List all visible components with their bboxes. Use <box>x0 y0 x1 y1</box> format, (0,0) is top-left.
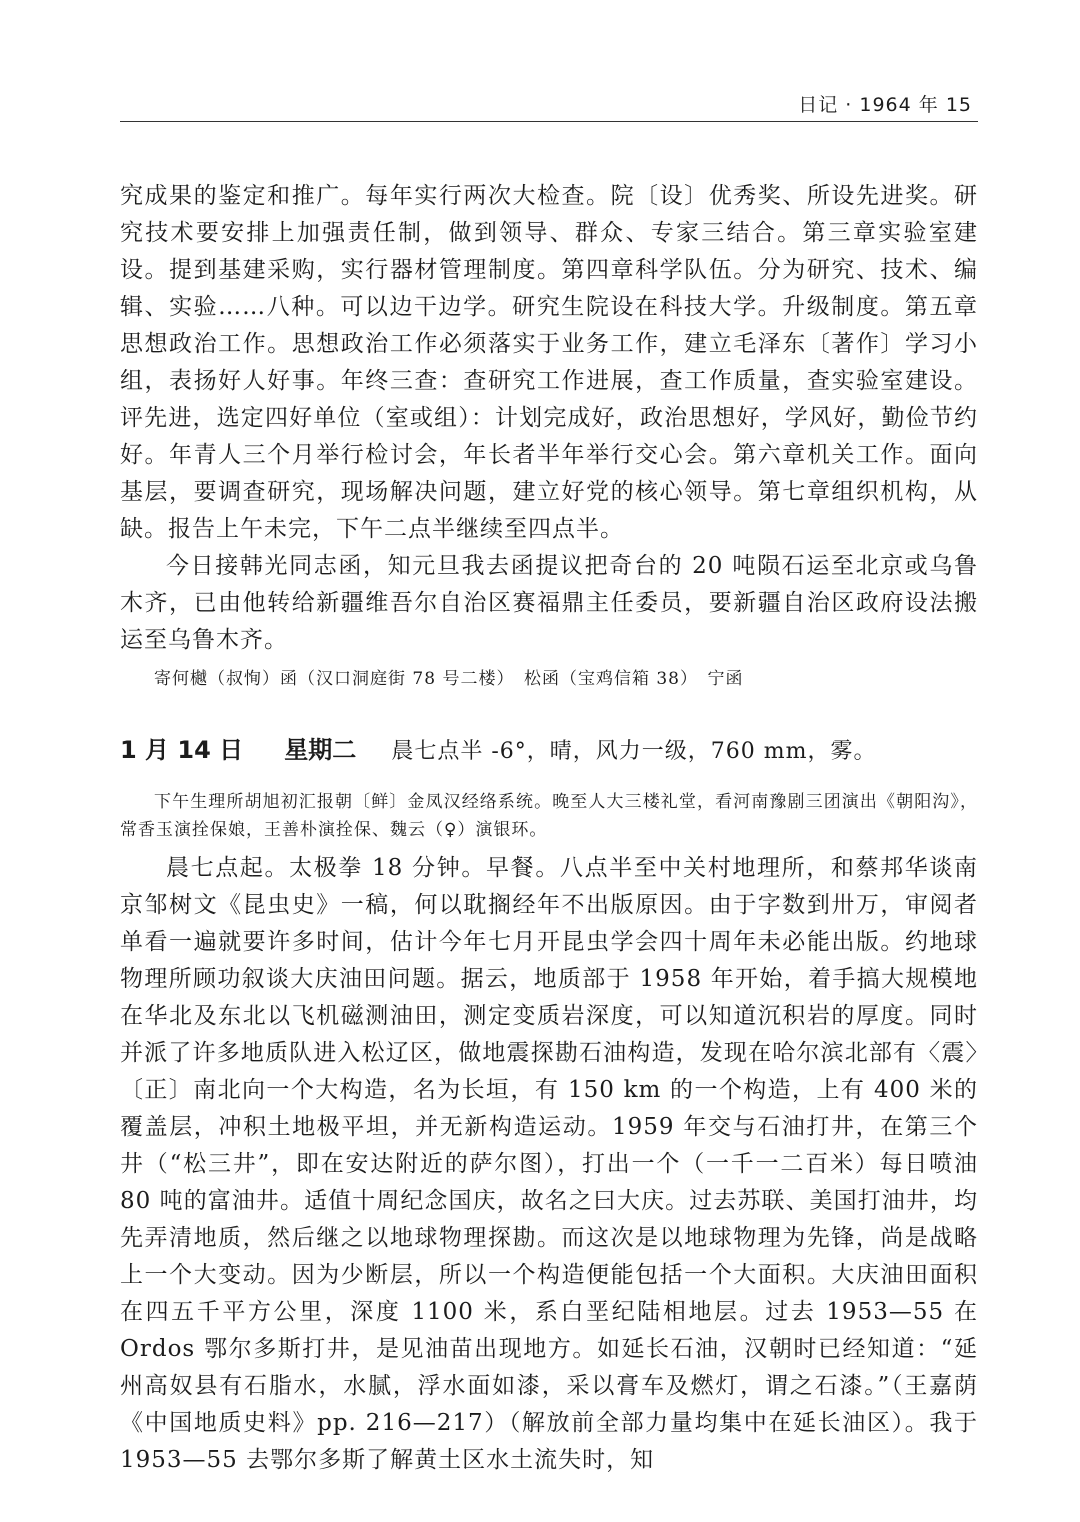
running-head: 日记 · 1964 年 15 <box>798 94 972 116</box>
paragraph: 今日接韩光同志函，知元旦我去函提议把奇台的 20 吨陨石运至北京或乌鲁木齐，已由他转给新疆维吾尔自治区赛福鼎主任委员，要新疆自治区政府设法搬运至乌鲁木齐。 <box>120 553 978 653</box>
page-header <box>120 88 978 124</box>
entry-date: 1 月 14 日 <box>120 736 244 764</box>
letters-note: 寄何樾（叔恂）函（汉口洞庭街 78 号二楼） 松函（宝鸡信箱 38） 宁函 <box>154 669 744 689</box>
summary-note: 下午生理所胡旭初汇报朝〔鲜〕金凤汉经络系统。晚至人大三楼礼堂，看河南豫剧三团演出《朝阳沟》，常香玉演拴保娘，王善朴演拴保、魏云（♀）演银环。 <box>120 792 978 840</box>
entry-heading <box>120 730 978 766</box>
entry-weekday: 星期二 <box>284 736 357 764</box>
continued-entry <box>120 178 978 693</box>
header-rule <box>120 121 978 122</box>
diary-entry <box>120 788 978 1479</box>
entry-body: 晨七点起。太极拳 18 分钟。早餐。八点半至中关村地理所，和蔡邦华谈南京邹树文《昆虫史》一稿，何以耽搁经年不出版原因。由于字数到卅万，审阅者单看一遍就要许多时间，估计今年七月开昆虫学会四十周年未必能出版。约地球物理所顾功叙谈大庆油田问题。据云，地质部于 1958 年开始，着手搞大规模地在华北及东北以飞机磁测油田，测定变质岩深度，可以知道沉积岩的厚度。同时并派了许多地质队进入松辽区，做地震探勘石油构造，发现在哈尔滨北部有〈震〉〔正〕南北向一个大构造，名为长垣，有 150 km 的一个构造，上有 400 米的覆盖层，冲积土地极平坦，并无新构造运动。1959 年交与石油打井，在第三个井（“松三井”，即在安达附近的萨尔图），打出一个（一千一二百米）每日喷油 80 吨的富油井。适值十周纪念国庆，故名之曰大庆。过去苏联、美国打油井，均先弄清地质，然后继之以地球物理探勘。而这次是以地球物理为先锋，尚是战略上一个大变动。因为少断层，所以一个构造便能包括一个大面积。大庆油田面积在四五千平方公里，深度 1100 米，系白垩纪陆相地层。过去 1953—55 在 Ordos 鄂尔多斯打井，是见油苗出现地方。如延长石油，汉朝时已经知道：“延州高奴县有石脂水，水腻，浮水面如漆，采以膏车及燃灯，谓之石漆。”（王嘉荫《中国地质史料》pp. 216—217）（解放前全部力量均集中在延长油区）。我于 1953—55 去鄂尔多斯了解黄土区水土流失时，知 <box>120 855 978 1473</box>
entry-weather: 晨七点半 -6°，晴，风力一级，760 mm，雾。 <box>391 739 877 764</box>
paragraph: 究成果的鉴定和推广。每年实行两次大检查。院〔设〕优秀奖、所设先进奖。研究技术要安排上加强责任制，做到领导、群众、专家三结合。第三章实验室建设。提到基建采购，实行器材管理制度。第四章科学队伍。分为研究、技术、编辑、实验……八种。可以边干边学。研究生院设在科技大学。升级制度。第五章思想政治工作。思想政治工作必须落实于业务工作，建立毛泽东〔著作〕学习小组，表扬好人好事。年终三查：查研究工作进展，查工作质量，查实验室建设。评先进，选定四好单位（室或组）：计划完成好，政治思想好，学风好，勤俭节约好。年青人三个月举行检讨会，年长者半年举行交心会。第六章机关工作。面向基层，要调查研究，现场解决问题，建立好党的核心领导。第七章组织机构，从缺。报告上午未完，下午二点半继续至四点半。 <box>120 183 978 542</box>
